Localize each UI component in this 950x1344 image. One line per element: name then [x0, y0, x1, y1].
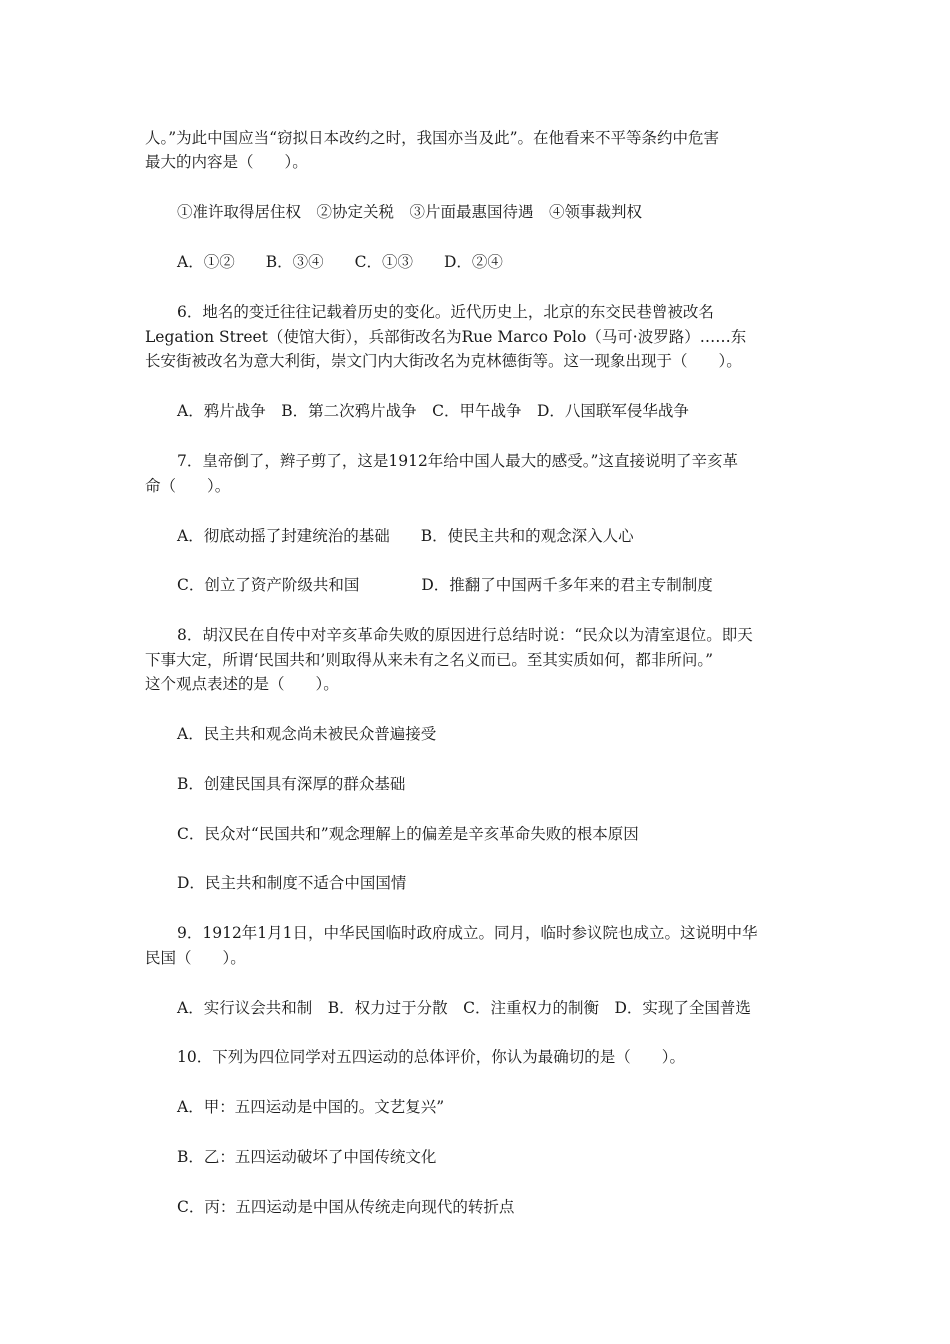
q10-stem: 10．下列为四位同学对五四运动的总体评价，你认为最确切的是（ ）。	[177, 1048, 685, 1066]
q7-options-ab: A．彻底动摇了封建统治的基础 B．使民主共和的观念深入人心	[177, 527, 634, 545]
q10-option-a: A．甲：五四运动是中国的。文艺复兴”	[177, 1098, 445, 1116]
q5-items: ①准许取得居住权 ②协定关税 ③片面最惠国待遇 ④领事裁判权	[177, 203, 643, 221]
q8-option-b: B．创建民国具有深厚的群众基础	[177, 775, 406, 793]
q5-stem-line-1: 人。”为此中国应当“窃拟日本改约之时，我国亦当及此”。在他看来不平等条约中危害	[145, 129, 720, 147]
q8-stem-line-1: 8．胡汉民在自传中对辛亥革命失败的原因进行总结时说：“民众以为清室退位。即天	[177, 626, 753, 644]
q7-stem-line-1: 7．皇帝倒了，辫子剪了，这是1912年给中国人最大的感受。”这直接说明了辛亥革	[177, 452, 738, 470]
q8-option-d: D．民主共和制度不适合中国国情	[177, 874, 407, 892]
q5-stem-line-2: 最大的内容是（ ）。	[145, 153, 308, 171]
q5-options: A．①② B．③④ C．①③ D．②④	[177, 253, 503, 271]
q10-option-c: C．丙：五四运动是中国从传统走向现代的转折点	[177, 1198, 515, 1216]
q6-stem-line-3: 长安街被改名为意大利街，崇文门内大街改名为克林德街等。这一现象出现于（ ）。	[145, 352, 742, 370]
q8-option-a: A．民主共和观念尚未被民众普遍接受	[177, 725, 437, 743]
q7-options-cd: C．创立了资产阶级共和国 D．推翻了中国两千多年来的君主专制制度	[177, 576, 713, 594]
q9-stem-line-1: 9．1912年1月1日，中华民国临时政府成立。同月，临时参议院也成立。这说明中华	[177, 924, 758, 942]
q6-stem-line-2: Legation Street（使馆大街），兵部街改名为Rue Marco Polo（马可·波罗路）……东	[145, 328, 747, 346]
q9-options: A．实行议会共和制 B．权力过于分散 C．注重权力的制衡 D．实现了全国普选	[177, 999, 751, 1017]
q8-option-c: C．民众对“民国共和”观念理解上的偏差是辛亥革命失败的根本原因	[177, 825, 639, 843]
q6-options: A．鸦片战争 B．第二次鸦片战争 C．甲午战争 D．八国联军侵华战争	[177, 402, 689, 420]
q9-stem-line-2: 民国（ ）。	[145, 949, 246, 967]
q8-stem-line-2: 下事大定，所谓‘民国共和’则取得从来未有之名义而已。至其实质如何，都非所问。”	[145, 651, 714, 669]
q10-option-b: B．乙：五四运动破坏了中国传统文化	[177, 1148, 437, 1166]
q6-stem-line-1: 6．地名的变迁往往记载着历史的变化。近代历史上，北京的东交民巷曾被改名	[177, 303, 714, 321]
q7-stem-line-2: 命（ ）。	[145, 477, 231, 495]
q8-stem-line-3: 这个观点表述的是（ ）。	[145, 675, 339, 693]
